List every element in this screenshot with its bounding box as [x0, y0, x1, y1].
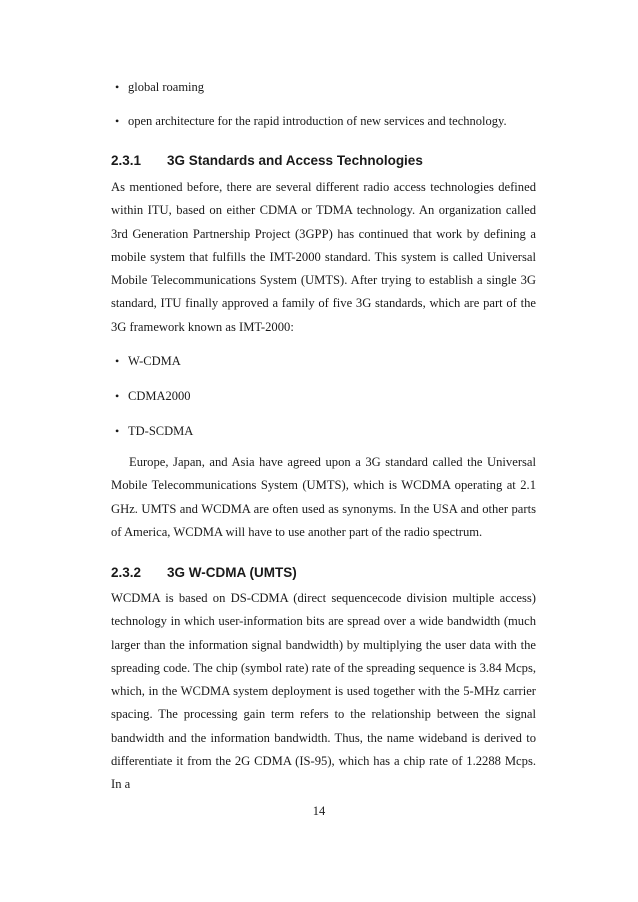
bullet-global-roaming: • global roaming — [128, 79, 204, 95]
bullet-open-architecture: • open architecture for the rapid introduction of new services and technology. — [128, 113, 507, 129]
section-number: 2.3.1 — [111, 153, 142, 168]
section-2-3-2-paragraph: WCDMA is based on DS-CDMA (direct sequencecode division multiple access) technology in which user-information bits are spread over a wide bandwidth (much larger than the information signal bandwidth) by multiplying the user data with the spreading code. The chip (symbol rate) rate of the spreading sequence is 3.84 Mcps, which, in the WCDMA system deployment is used together with the 5-MHz carrier spacing. The processing gain term refers to the relationship between the signal bandwidth and the information bandwidth. Thus, the name wideband is derived to differentiate it from the 2G CDMA (IS-95), which has a chip rate of 1.2288 Mcps. In a — [111, 591, 536, 792]
section-heading-2-3-2 — [111, 564, 297, 582]
section-title: 3G Standards and Access Technologies — [167, 153, 423, 168]
section-title: 3G W-CDMA (UMTS) — [167, 565, 297, 580]
section-number: 2.3.2 — [111, 565, 142, 580]
section-2-3-1-paragraph: As mentioned before, there are several different radio access technologies defined within ITU, based on either CDMA or TDMA technology. An organization called 3rd Generation Partnership Project (3GPP) has continued that work by defining a mobile system that fulfills the IMT-2000 standard. This system is called Universal Mobile Telecommunications System (UMTS). After trying to establish a single 3G standard, ITU finally approved a family of five 3G standards, which are part of the 3G framework known as IMT-2000: — [111, 180, 536, 334]
section-2-3-1-closing-paragraph: Europe, Japan, and Asia have agreed upon a 3G standard called the Universal Mobile Telecommunications System (UMTS), which is WCDMA operating at 2.1 GHz. UMTS and WCDMA are often used as synonyms. In the USA and other parts of America, WCDMA will have to use another part of the radio spectrum. — [111, 455, 536, 539]
page-number: 14 — [312, 804, 326, 818]
bullet-standard: • CDMA2000 — [128, 388, 191, 404]
bullet-standard: • W-CDMA — [128, 353, 181, 369]
section-heading-2-3-1 — [111, 152, 423, 170]
bullet-standard: • TD-SCDMA — [128, 423, 193, 439]
